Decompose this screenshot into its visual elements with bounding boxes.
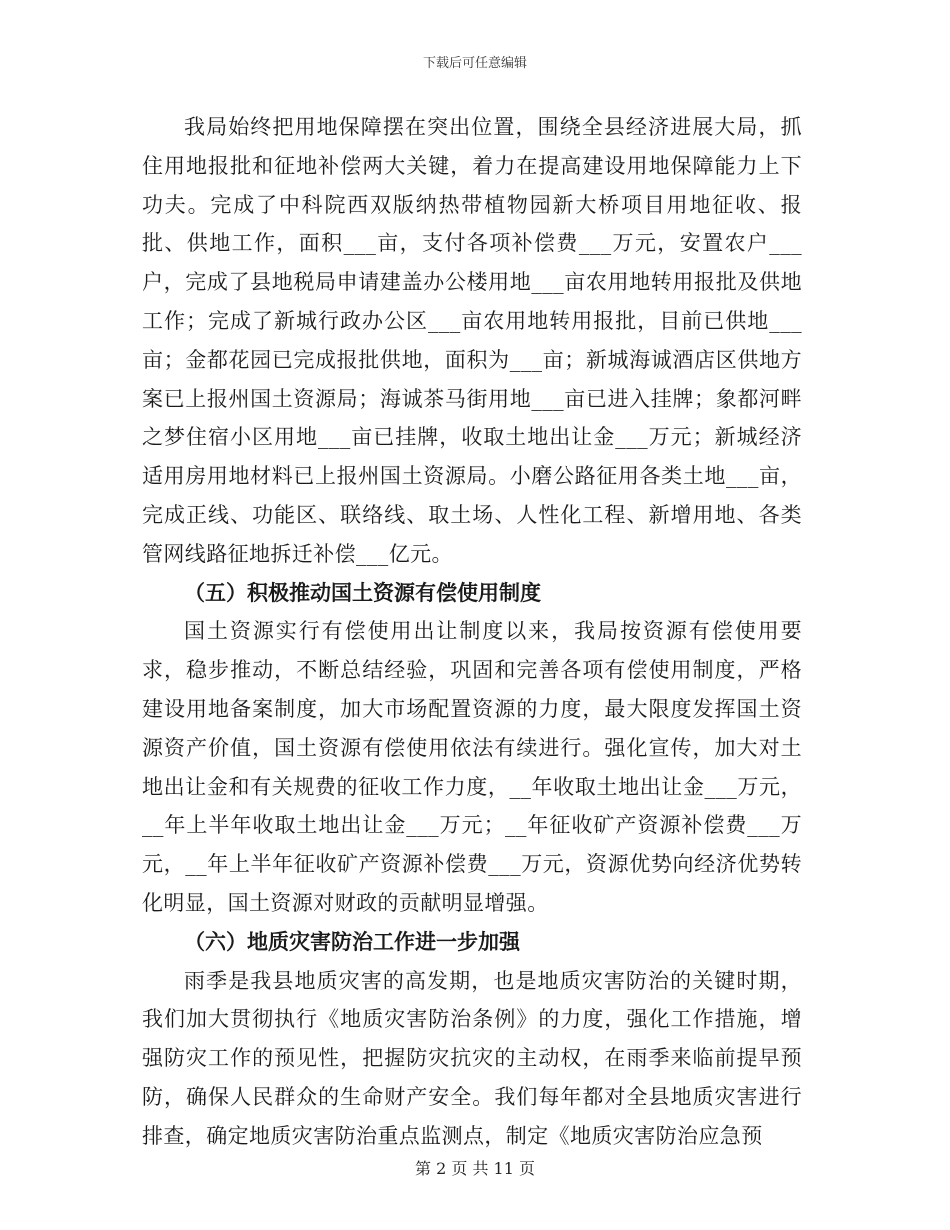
section-heading-5: （五）积极推动国土资源有偿使用制度 [184,580,541,605]
paragraph-geohazard: 雨季是我县地质灾害的高发期，也是地质灾害防治的关键时期，我们加大贯彻执行《地质灾害防治条例》的力度，强化工作措施，增强防灾工作的预见性，把握防灾抗灾的主动权，在雨季来临前提早预防，确保人民群众的生命财产安全。我们每年都对全县地质灾害进行排查，确定地质灾害防治重点监测点，制定《地质灾害防治应急预 [142,968,802,1148]
page-footer: 第 2 页 共 11 页 [415,1159,535,1178]
page-header: 下载后可任意编辑 [422,56,527,71]
document-body [142,108,802,1156]
paragraph-paid-use: 国土资源实行有偿使用出让制度以来，我局按资源有偿使用要求，稳步推动，不断总结经验，巩固和完善各项有偿使用制度，严格建设用地备案制度，加大市场配置资源的力度，最大限度发挥国土资源资产价值，国土资源有偿使用依法有续进行。强化宣传，加大对土地出让金和有关规费的征收工作力度，__年收取土地出让金___万元，__年上半年收取土地出让金___万元；__年征收矿产资源补偿费___万元，__年上半年征收矿产资源补偿费___万元，资源优势向经济优势转化明显，国土资源对财政的贡献明显增强。 [142,619,802,915]
section-heading-6: （六）地质灾害防治工作进一步加强 [184,929,520,954]
paragraph-land-guarantee: 我局始终把用地保障摆在突出位置，围绕全县经济进展大局，抓住用地报批和征地补偿两大关键，着力在提高建设用地保障能力上下功夫。完成了中科院西双版纳热带植物园新大桥项目用地征收、报批、供地工作，面积___亩，支付各项补偿费___万元，安置农户___户，完成了县地税局申请建盖办公楼用地___亩农用地转用报批及供地工作；完成了新城行政办公区___亩农用地转用报批，目前已供地___亩；金都花园已完成报批供地，面积为___亩；新城海诚酒店区供地方案已上报州国土资源局；海诚茶马街用地___亩已进入挂牌；象都河畔之梦住宿小区用地___亩已挂牌，收取土地出让金___万元；新城经济适用房用地材料已上报州国土资源局。小磨公路征用各类土地___亩，完成正线、功能区、联络线、取土场、人性化工程、新增用地、各类管网线路征地拆迁补偿___亿元。 [142,115,802,566]
